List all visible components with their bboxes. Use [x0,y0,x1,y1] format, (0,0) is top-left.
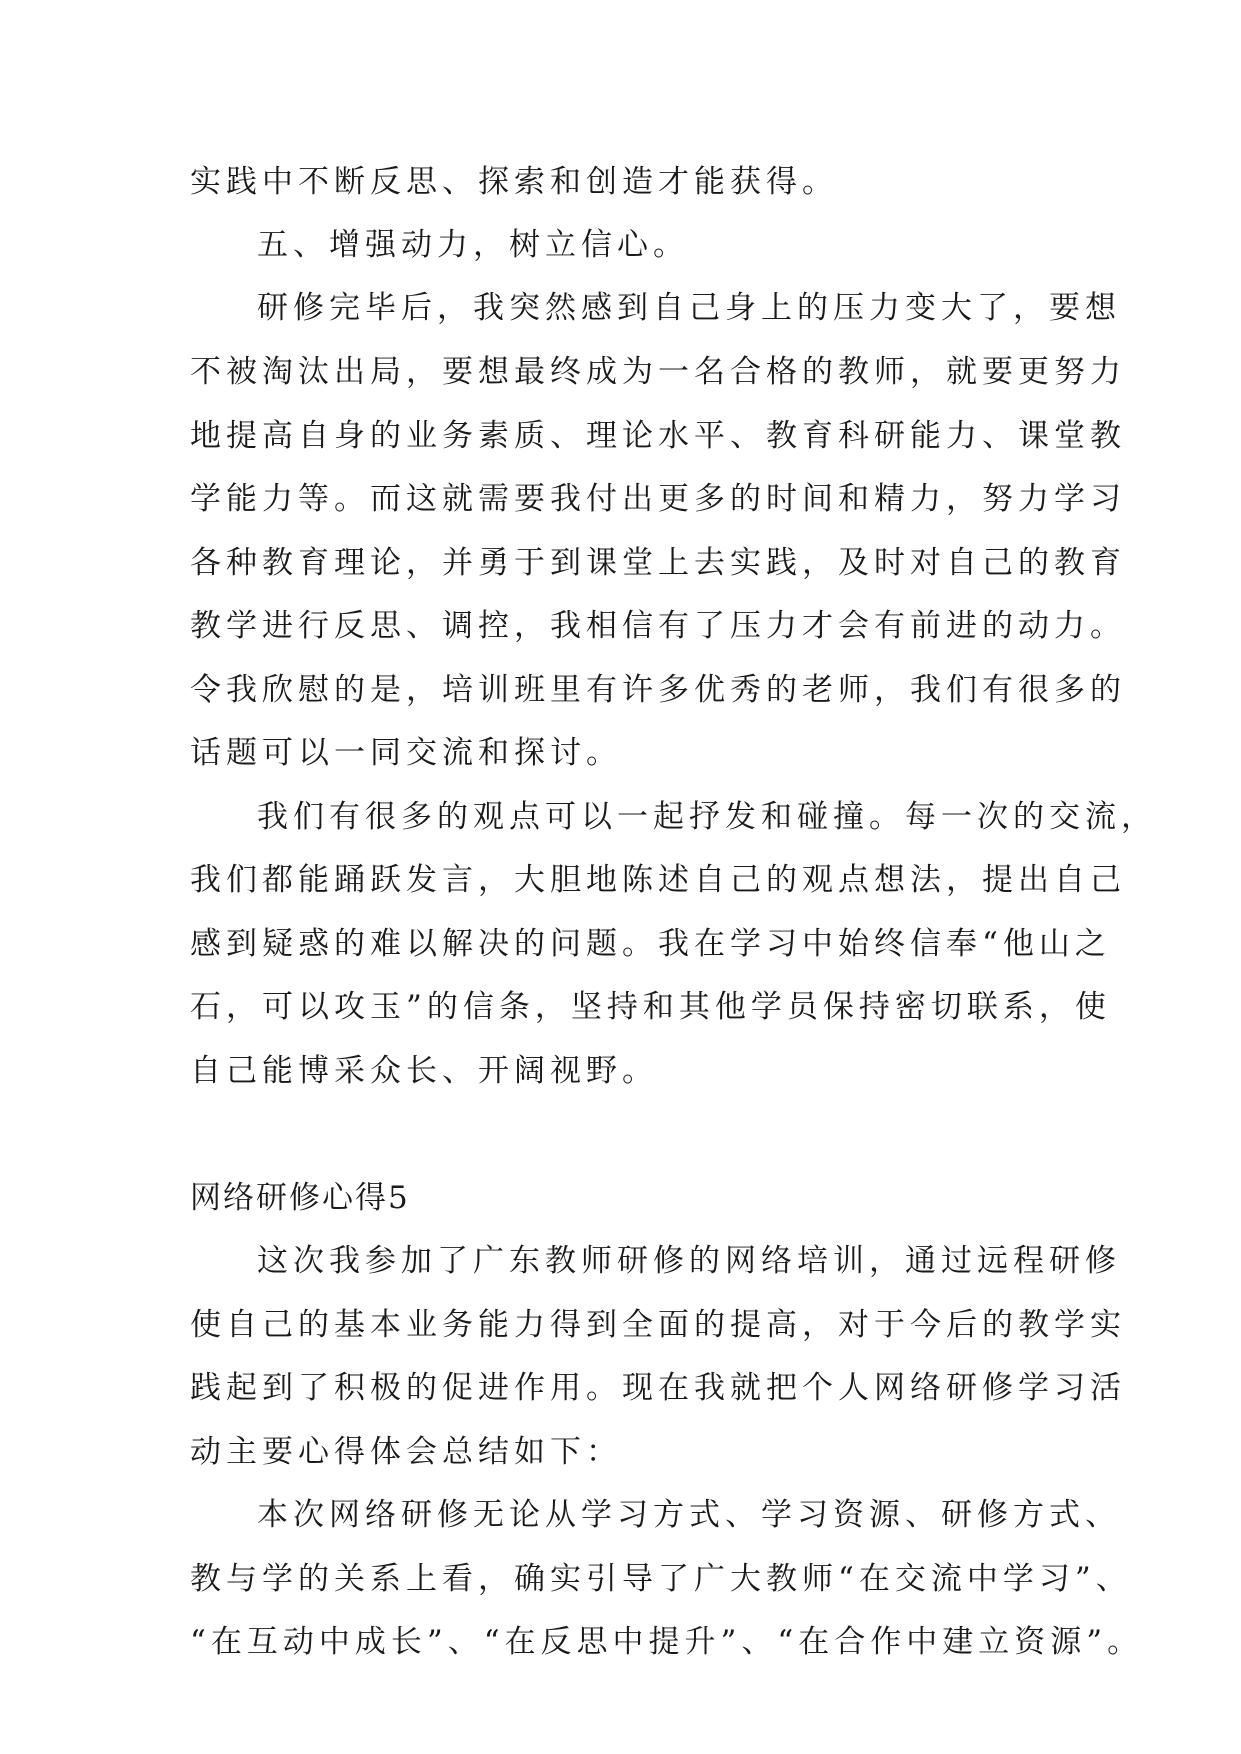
text-line: 学能力等。而这就需要我付出更多的时间和精力，努力学习 [190,481,1126,517]
text-line: 话题可以一同交流和探讨。 [190,735,622,771]
text-line: 各种教育理论，并勇于到课堂上去实践，及时对自己的教育 [190,545,1126,581]
section-title: 网络研修心得5 [190,1180,410,1216]
text-line: 我们有很多的观点可以一起抒发和碰撞。每一次的交流， [257,799,1157,835]
text-line: 教与学的关系上看，确实引导了广大教师“在交流中学习”、 [190,1561,1132,1597]
text-line: 动主要心得体会总结如下： [190,1434,622,1470]
text-line: 地提高自身的业务素质、理论水平、教育科研能力、课堂教 [190,418,1126,454]
text-line: 研修完毕后，我突然感到自己身上的压力变大了，要想 [257,290,1121,326]
text-line: 石，可以攻玉”的信条，坚持和其他学员保持密切联系，使 [190,989,1111,1025]
text-line: “在互动中成长”、“在反思中提升”、“在合作中建立资源”。 [190,1624,1144,1660]
text-line: 这次我参加了广东教师研修的网络培训，通过远程研修 [257,1243,1121,1279]
text-line: 令我欣慰的是，培训班里有许多优秀的老师，我们有很多的 [190,672,1126,708]
text-line: 我们都能踊跃发言，大胆地陈述自己的观点想法，提出自己 [190,862,1126,898]
text-line: 感到疑惑的难以解决的问题。我在学习中始终信奉“他山之 [190,926,1111,962]
section-heading: 五、增强动力，树立信心。 [257,227,689,263]
text-line: 践起到了积极的促进作用。现在我就把个人网络研修学习活 [190,1370,1126,1406]
text-line: 教学进行反思、调控，我相信有了压力才会有前进的动力。 [190,608,1126,644]
text-line: 使自己的基本业务能力得到全面的提高，对于今后的教学实 [190,1307,1126,1343]
text-line: 实践中不断反思、探索和创造才能获得。 [190,164,838,200]
text-line: 不被淘汰出局，要想最终成为一名合格的教师，就要更努力 [190,354,1126,390]
text-line: 本次网络研修无论从学习方式、学习资源、研修方式、 [257,1497,1121,1533]
text-line: 自己能博采众长、开阔视野。 [190,1053,658,1089]
